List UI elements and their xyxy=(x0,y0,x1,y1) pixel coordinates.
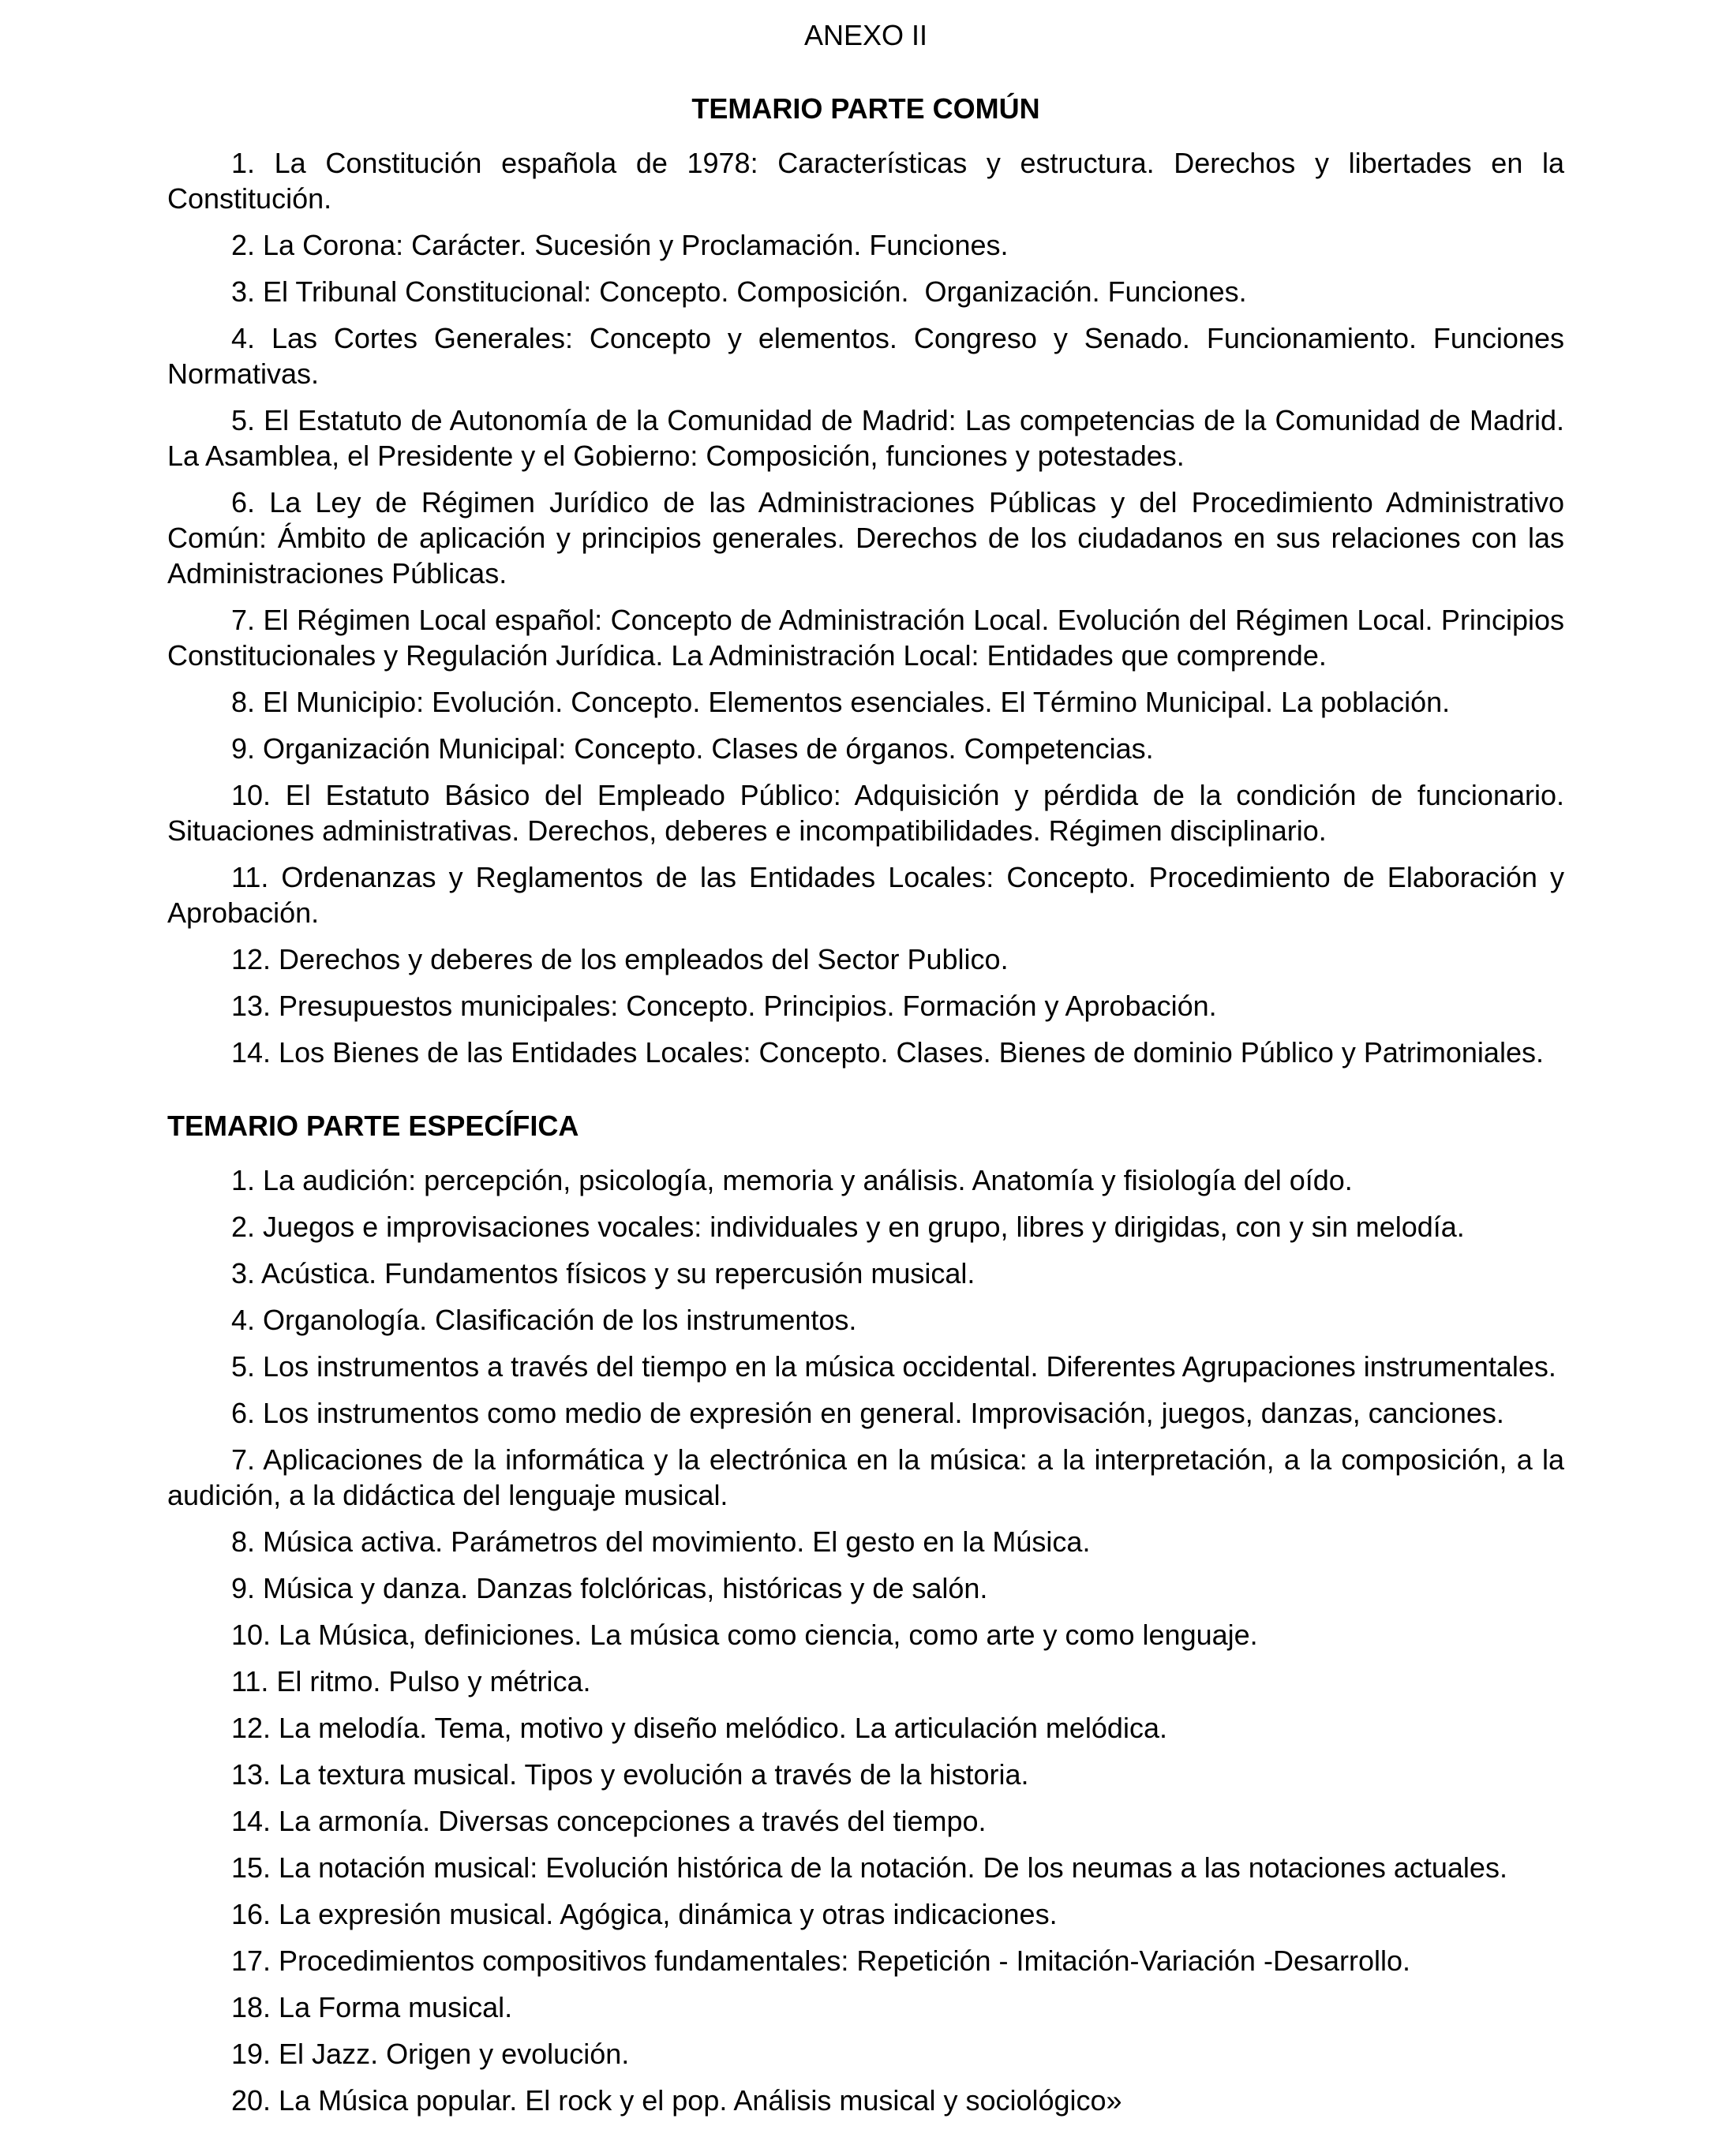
common-item-13: 13. Presupuestos municipales: Concepto. Principios. Formación y Aprobación. xyxy=(231,990,1217,1022)
common-item-12: 12. Derechos y deberes de los empleados del Sector Publico. xyxy=(231,943,1009,975)
specific-item-13: 13. La textura musical. Tipos y evolución a través de la historia. xyxy=(231,1758,1029,1791)
common-item-14: 14. Los Bienes de las Entidades Locales: Concepto. Clases. Bienes de dominio Público y Patrimoniales. xyxy=(231,1036,1544,1069)
annex-title: ANEXO II xyxy=(803,19,928,51)
common-item-11: 11. Ordenanzas y Reglamentos de las Entidades Locales: Concepto. Procedimiento de Elaboración y Aprobación. xyxy=(167,861,1571,929)
common-item-10: 10. El Estatuto Básico del Empleado Público: Adquisición y pérdida de la condición de funcionario. Situaciones administrativas. Derechos, deberes e incompatibilidades. Régimen disciplinario. xyxy=(167,779,1573,847)
specific-item-15: 15. La notación musical: Evolución histórica de la notación. De los neumas a las notaciones actuales. xyxy=(231,1851,1507,1884)
specific-item-12: 12. La melodía. Tema, motivo y diseño melódico. La articulación melódica. xyxy=(231,1712,1167,1744)
common-item-6: 6. La Ley de Régimen Jurídico de las Administraciones Públicas y del Procedimiento Administrativo Común: Ámbito de aplicación y principios generales. Derechos de los ciudadanos en sus relaciones con las Administraciones Públicas. xyxy=(167,486,1573,590)
specific-item-3: 3. Acústica. Fundamentos físicos y su repercusión musical. xyxy=(231,1257,975,1289)
specific-item-8: 8. Música activa. Parámetros del movimiento. El gesto en la Música. xyxy=(231,1525,1091,1558)
specific-item-9: 9. Música y danza. Danzas folclóricas, históricas y de salón. xyxy=(231,1572,988,1604)
specific-item-14: 14. La armonía. Diversas concepciones a través del tiempo. xyxy=(231,1805,987,1837)
common-item-3: 3. El Tribunal Constitucional: Concepto. Composición. Organización. Funciones. xyxy=(231,275,1247,308)
specific-item-16: 16. La expresión musical. Agógica, dinámica y otras indicaciones. xyxy=(231,1898,1058,1930)
specific-item-11: 11. El ritmo. Pulso y métrica. xyxy=(231,1665,591,1697)
specific-item-18: 18. La Forma musical. xyxy=(231,1991,513,2023)
common-item-1: 1. La Constitución española de 1978: Características y estructura. Derechos y libertades en la Constitución. xyxy=(167,147,1573,215)
specific-item-4: 4. Organología. Clasificación de los instrumentos. xyxy=(231,1304,857,1336)
common-section-heading: TEMARIO PARTE COMÚN xyxy=(691,92,1040,125)
specific-item-2: 2. Juegos e improvisaciones vocales: individuales y en grupo, libres y dirigidas, con y sin melodía. xyxy=(231,1211,1465,1243)
common-item-5: 5. El Estatuto de Autonomía de la Comunidad de Madrid: Las competencias de la Comunidad de Madrid. La Asamblea, el Presidente y el Gobierno: Composición, funciones y potestades. xyxy=(167,404,1573,472)
common-item-7: 7. El Régimen Local español: Concepto de Administración Local. Evolución del Régimen Local. Principios Constitucionales y Regulación Jurídica. La Administración Local: Entidades que comprende. xyxy=(167,604,1573,672)
specific-item-6: 6. Los instrumentos como medio de expresión en general. Improvisación, juegos, danzas, canciones. xyxy=(231,1397,1504,1429)
specific-item-20: 20. La Música popular. El rock y el pop. Análisis musical y sociológico» xyxy=(231,2084,1122,2117)
specific-item-7: 7. Aplicaciones de la informática y la electrónica en la música: a la interpretación, a la composición, a la audición, a la didáctica del lenguaje musical. xyxy=(167,1443,1573,1511)
specific-item-1: 1. La audición: percepción, psicología, memoria y análisis. Anatomía y fisiología del oído. xyxy=(231,1164,1353,1196)
common-item-4: 4. Las Cortes Generales: Concepto y elementos. Congreso y Senado. Funcionamiento. Funciones Normativas. xyxy=(167,322,1573,390)
specific-item-19: 19. El Jazz. Origen y evolución. xyxy=(231,2038,630,2070)
common-item-2: 2. La Corona: Carácter. Sucesión y Proclamación. Funciones. xyxy=(231,229,1009,261)
specific-item-10: 10. La Música, definiciones. La música como ciencia, como arte y como lenguaje. xyxy=(231,1619,1258,1651)
common-item-9: 9. Organización Municipal: Concepto. Clases de órganos. Competencias. xyxy=(231,732,1154,765)
specific-section-heading: TEMARIO PARTE ESPECÍFICA xyxy=(167,1110,579,1142)
specific-item-17: 17. Procedimientos compositivos fundamentales: Repetición - Imitación-Variación -Desarrollo. xyxy=(231,1945,1410,1977)
common-item-8: 8. El Municipio: Evolución. Concepto. Elementos esenciales. El Término Municipal. La población. xyxy=(231,686,1451,718)
specific-item-5: 5. Los instrumentos a través del tiempo en la música occidental. Diferentes Agrupaciones instrumentales. xyxy=(231,1350,1556,1383)
